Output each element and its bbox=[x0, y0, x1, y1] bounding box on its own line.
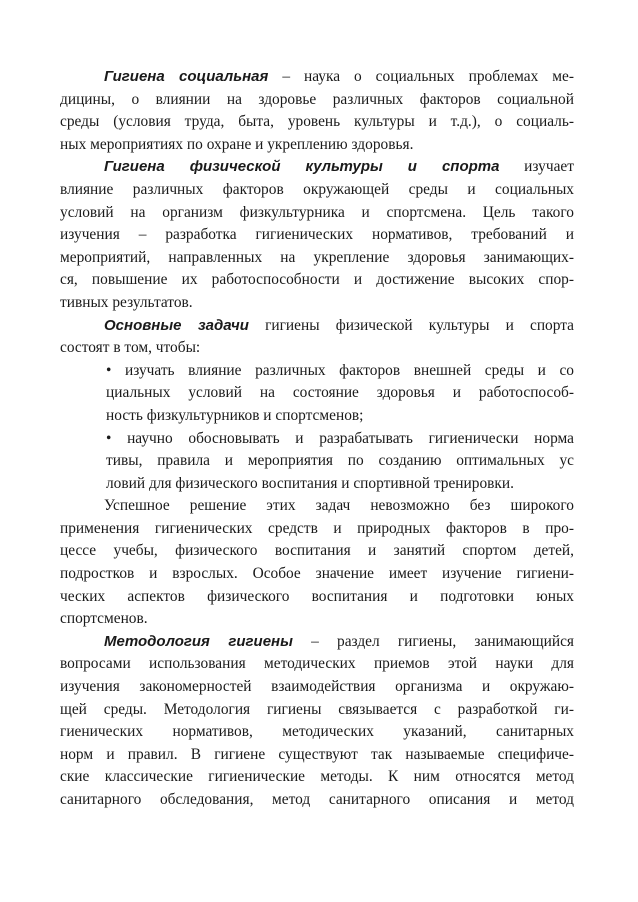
text-line: Гигиена физической культуры и спорта изучает bbox=[104, 158, 574, 176]
text-line: ские классические гигиенические методы. К ним относятся метод bbox=[60, 768, 574, 786]
text-line: Основные задачи гигиены физической культуры и спорта bbox=[104, 316, 574, 334]
text-line: ческих аспектов физического воспитания и подготовки юных bbox=[60, 587, 574, 605]
paragraph-methodology bbox=[60, 631, 574, 812]
text-line: тивы, правила и мероприятия по созданию оптимальных ус bbox=[106, 452, 574, 470]
term-main-tasks: Основные задачи bbox=[104, 316, 249, 334]
document-page bbox=[60, 66, 574, 812]
term-methodology: Методология гигиены bbox=[104, 632, 293, 650]
text-line: вопросами использования методических приемов этой науки для bbox=[60, 655, 574, 673]
term-sport-hygiene: Гигиена физической культуры и спорта bbox=[104, 158, 500, 176]
bullet-icon: • bbox=[106, 429, 112, 447]
text-line: изучения – разработка гигиенических нормативов, требований и bbox=[60, 226, 574, 244]
text-line: ность физкультурников и спортсменов; bbox=[106, 406, 364, 424]
paragraph-social-hygiene bbox=[60, 66, 574, 156]
text-line: • изучать влияние различных факторов внешней среды и со bbox=[106, 361, 574, 379]
text-line: применения гигиенических средств и природных факторов в про- bbox=[60, 519, 574, 537]
text-line: изучения закономерностей взаимодействия организма и окружаю- bbox=[60, 678, 574, 696]
text-line: ловий для физического воспитания и спортивной тренировки. bbox=[106, 474, 514, 492]
text-line: санитарного обследования, метод санитарного описания и метод bbox=[60, 791, 574, 808]
text-line: ся, повышение их работоспособности и достижение высоких спор- bbox=[60, 271, 574, 289]
text-line: • научно обосновывать и разрабатывать гигиенически норма bbox=[106, 429, 574, 447]
text-line: тивных результатов. bbox=[60, 293, 193, 311]
text-line: Успешное решение этих задач невозможно без широкого bbox=[104, 497, 574, 515]
term-social-hygiene: Гигиена социальная bbox=[104, 68, 269, 85]
bullet-icon: • bbox=[106, 361, 112, 379]
text-line: Методология гигиены – раздел гигиены, занимающийся bbox=[104, 632, 574, 650]
bullet-item bbox=[60, 360, 574, 428]
text-line: спортсменов. bbox=[60, 610, 148, 628]
text-line: мероприятий, направленных на укрепление здоровья занимающих- bbox=[60, 248, 574, 266]
text-line: щей среды. Методология гигиены связывается с разработкой ги- bbox=[60, 700, 574, 718]
paragraph-success bbox=[60, 495, 574, 631]
text-line: циальных условий на состояние здоровья и работоспособ- bbox=[106, 384, 574, 402]
bullet-item bbox=[60, 428, 574, 496]
text-line: состоят в том, чтобы: bbox=[60, 339, 201, 357]
text-line: влияние различных факторов окружающей среды и социальных bbox=[60, 180, 574, 198]
text-line: дицины, о влиянии на здоровье различных факторов социальной bbox=[60, 90, 574, 108]
text-line: Гигиена социальная – наука о социальных проблемах ме- bbox=[104, 68, 574, 85]
paragraph-sport-hygiene bbox=[60, 156, 574, 314]
text-line: подростков и взрослых. Особое значение имеет изучение гигиени- bbox=[60, 565, 574, 583]
text-line: цессе учебы, физического воспитания и занятий спортом детей, bbox=[60, 542, 574, 560]
text-line: гиенических нормативов, методических указаний, санитарных bbox=[60, 723, 574, 741]
text-line: норм и правил. В гигиене существуют так называемые специфиче- bbox=[60, 745, 574, 763]
paragraph-main-tasks bbox=[60, 315, 574, 360]
text-line: среды (условия труда, быта, уровень культуры и т.д.), о социаль- bbox=[60, 113, 574, 131]
text-line: ных мероприятиях по охране и укреплению здоровья. bbox=[60, 135, 414, 153]
text-line: условий на организм физкультурника и спортсмена. Цель такого bbox=[60, 203, 574, 221]
